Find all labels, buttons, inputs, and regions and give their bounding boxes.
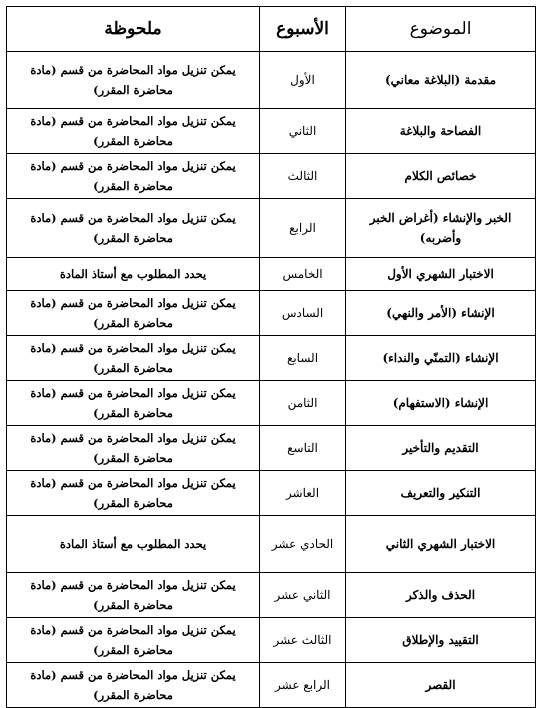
table-row	[7, 471, 536, 516]
week-cell: الرابع عشر	[260, 663, 346, 708]
table-row	[7, 573, 536, 618]
note-cell: يمكن تنزيل مواد المحاضرة من قسم (مادة محاضرة المقرر)	[7, 52, 260, 109]
schedule-sheet	[6, 6, 535, 708]
note-cell: يمكن تنزيل مواد المحاضرة من قسم (مادة محاضرة المقرر)	[7, 291, 260, 336]
table-row	[7, 109, 536, 154]
table-row	[7, 663, 536, 708]
table-row	[7, 258, 536, 291]
subject-cell: الإنشاء (التمنّي والنداء)	[346, 336, 536, 381]
week-cell: العاشر	[260, 471, 346, 516]
week-cell: الأول	[260, 52, 346, 109]
table-row	[7, 336, 536, 381]
table-row	[7, 618, 536, 663]
subject-cell: مقدمة (البلاغة معاني)	[346, 52, 536, 109]
subject-cell: الفصاحة والبلاغة	[346, 109, 536, 154]
note-cell: يمكن تنزيل مواد المحاضرة من قسم (مادة محاضرة المقرر)	[7, 618, 260, 663]
header-note: ملحوظة	[7, 7, 260, 52]
week-cell: الثالث عشر	[260, 618, 346, 663]
header-subject: الموضوع	[346, 7, 536, 52]
note-cell: يحدد المطلوب مع أستاذ المادة	[7, 516, 260, 573]
subject-cell: خصائص الكلام	[346, 154, 536, 199]
note-cell: يمكن تنزيل مواد المحاضرة من قسم (مادة محاضرة المقرر)	[7, 109, 260, 154]
table-row	[7, 199, 536, 258]
subject-cell: الإنشاء (الاستفهام)	[346, 381, 536, 426]
subject-cell: الخبر والإنشاء (أغراض الخبر وأضربه)	[346, 199, 536, 258]
note-cell: يحدد المطلوب مع أستاذ المادة	[7, 258, 260, 291]
subject-cell: التقديم والتأخير	[346, 426, 536, 471]
table-row	[7, 291, 536, 336]
subject-cell: الإنشاء (الأمر والنهي)	[346, 291, 536, 336]
week-cell: التاسع	[260, 426, 346, 471]
week-cell: الرابع	[260, 199, 346, 258]
week-cell: الثاني	[260, 109, 346, 154]
week-cell: الحادي عشر	[260, 516, 346, 573]
subject-cell: الاختبار الشهري الأول	[346, 258, 536, 291]
note-cell: يمكن تنزيل مواد المحاضرة من قسم (مادة محاضرة المقرر)	[7, 381, 260, 426]
subject-cell: التنكير والتعريف	[346, 471, 536, 516]
note-cell: يمكن تنزيل مواد المحاضرة من قسم (مادة محاضرة المقرر)	[7, 471, 260, 516]
header-week: الأسبوع	[260, 7, 346, 52]
note-cell: يمكن تنزيل مواد المحاضرة من قسم (مادة محاضرة المقرر)	[7, 336, 260, 381]
table-row	[7, 426, 536, 471]
note-cell: يمكن تنزيل مواد المحاضرة من قسم (مادة محاضرة المقرر)	[7, 663, 260, 708]
course-schedule-table	[6, 6, 536, 708]
table-row	[7, 516, 536, 573]
week-cell: السابع	[260, 336, 346, 381]
subject-cell: القصر	[346, 663, 536, 708]
week-cell: الخامس	[260, 258, 346, 291]
subject-cell: التقييد والإطلاق	[346, 618, 536, 663]
week-cell: السادس	[260, 291, 346, 336]
table-row	[7, 52, 536, 109]
header-row	[7, 7, 536, 52]
table-row	[7, 381, 536, 426]
subject-cell: الحذف والذكر	[346, 573, 536, 618]
week-cell: الثالث	[260, 154, 346, 199]
table-row	[7, 154, 536, 199]
note-cell: يمكن تنزيل مواد المحاضرة من قسم (مادة محاضرة المقرر)	[7, 426, 260, 471]
subject-cell: الاختبار الشهري الثاني	[346, 516, 536, 573]
note-cell: يمكن تنزيل مواد المحاضرة من قسم (مادة محاضرة المقرر)	[7, 199, 260, 258]
week-cell: الثاني عشر	[260, 573, 346, 618]
week-cell: الثامن	[260, 381, 346, 426]
note-cell: يمكن تنزيل مواد المحاضرة من قسم (مادة محاضرة المقرر)	[7, 573, 260, 618]
note-cell: يمكن تنزيل مواد المحاضرة من قسم (مادة محاضرة المقرر)	[7, 154, 260, 199]
